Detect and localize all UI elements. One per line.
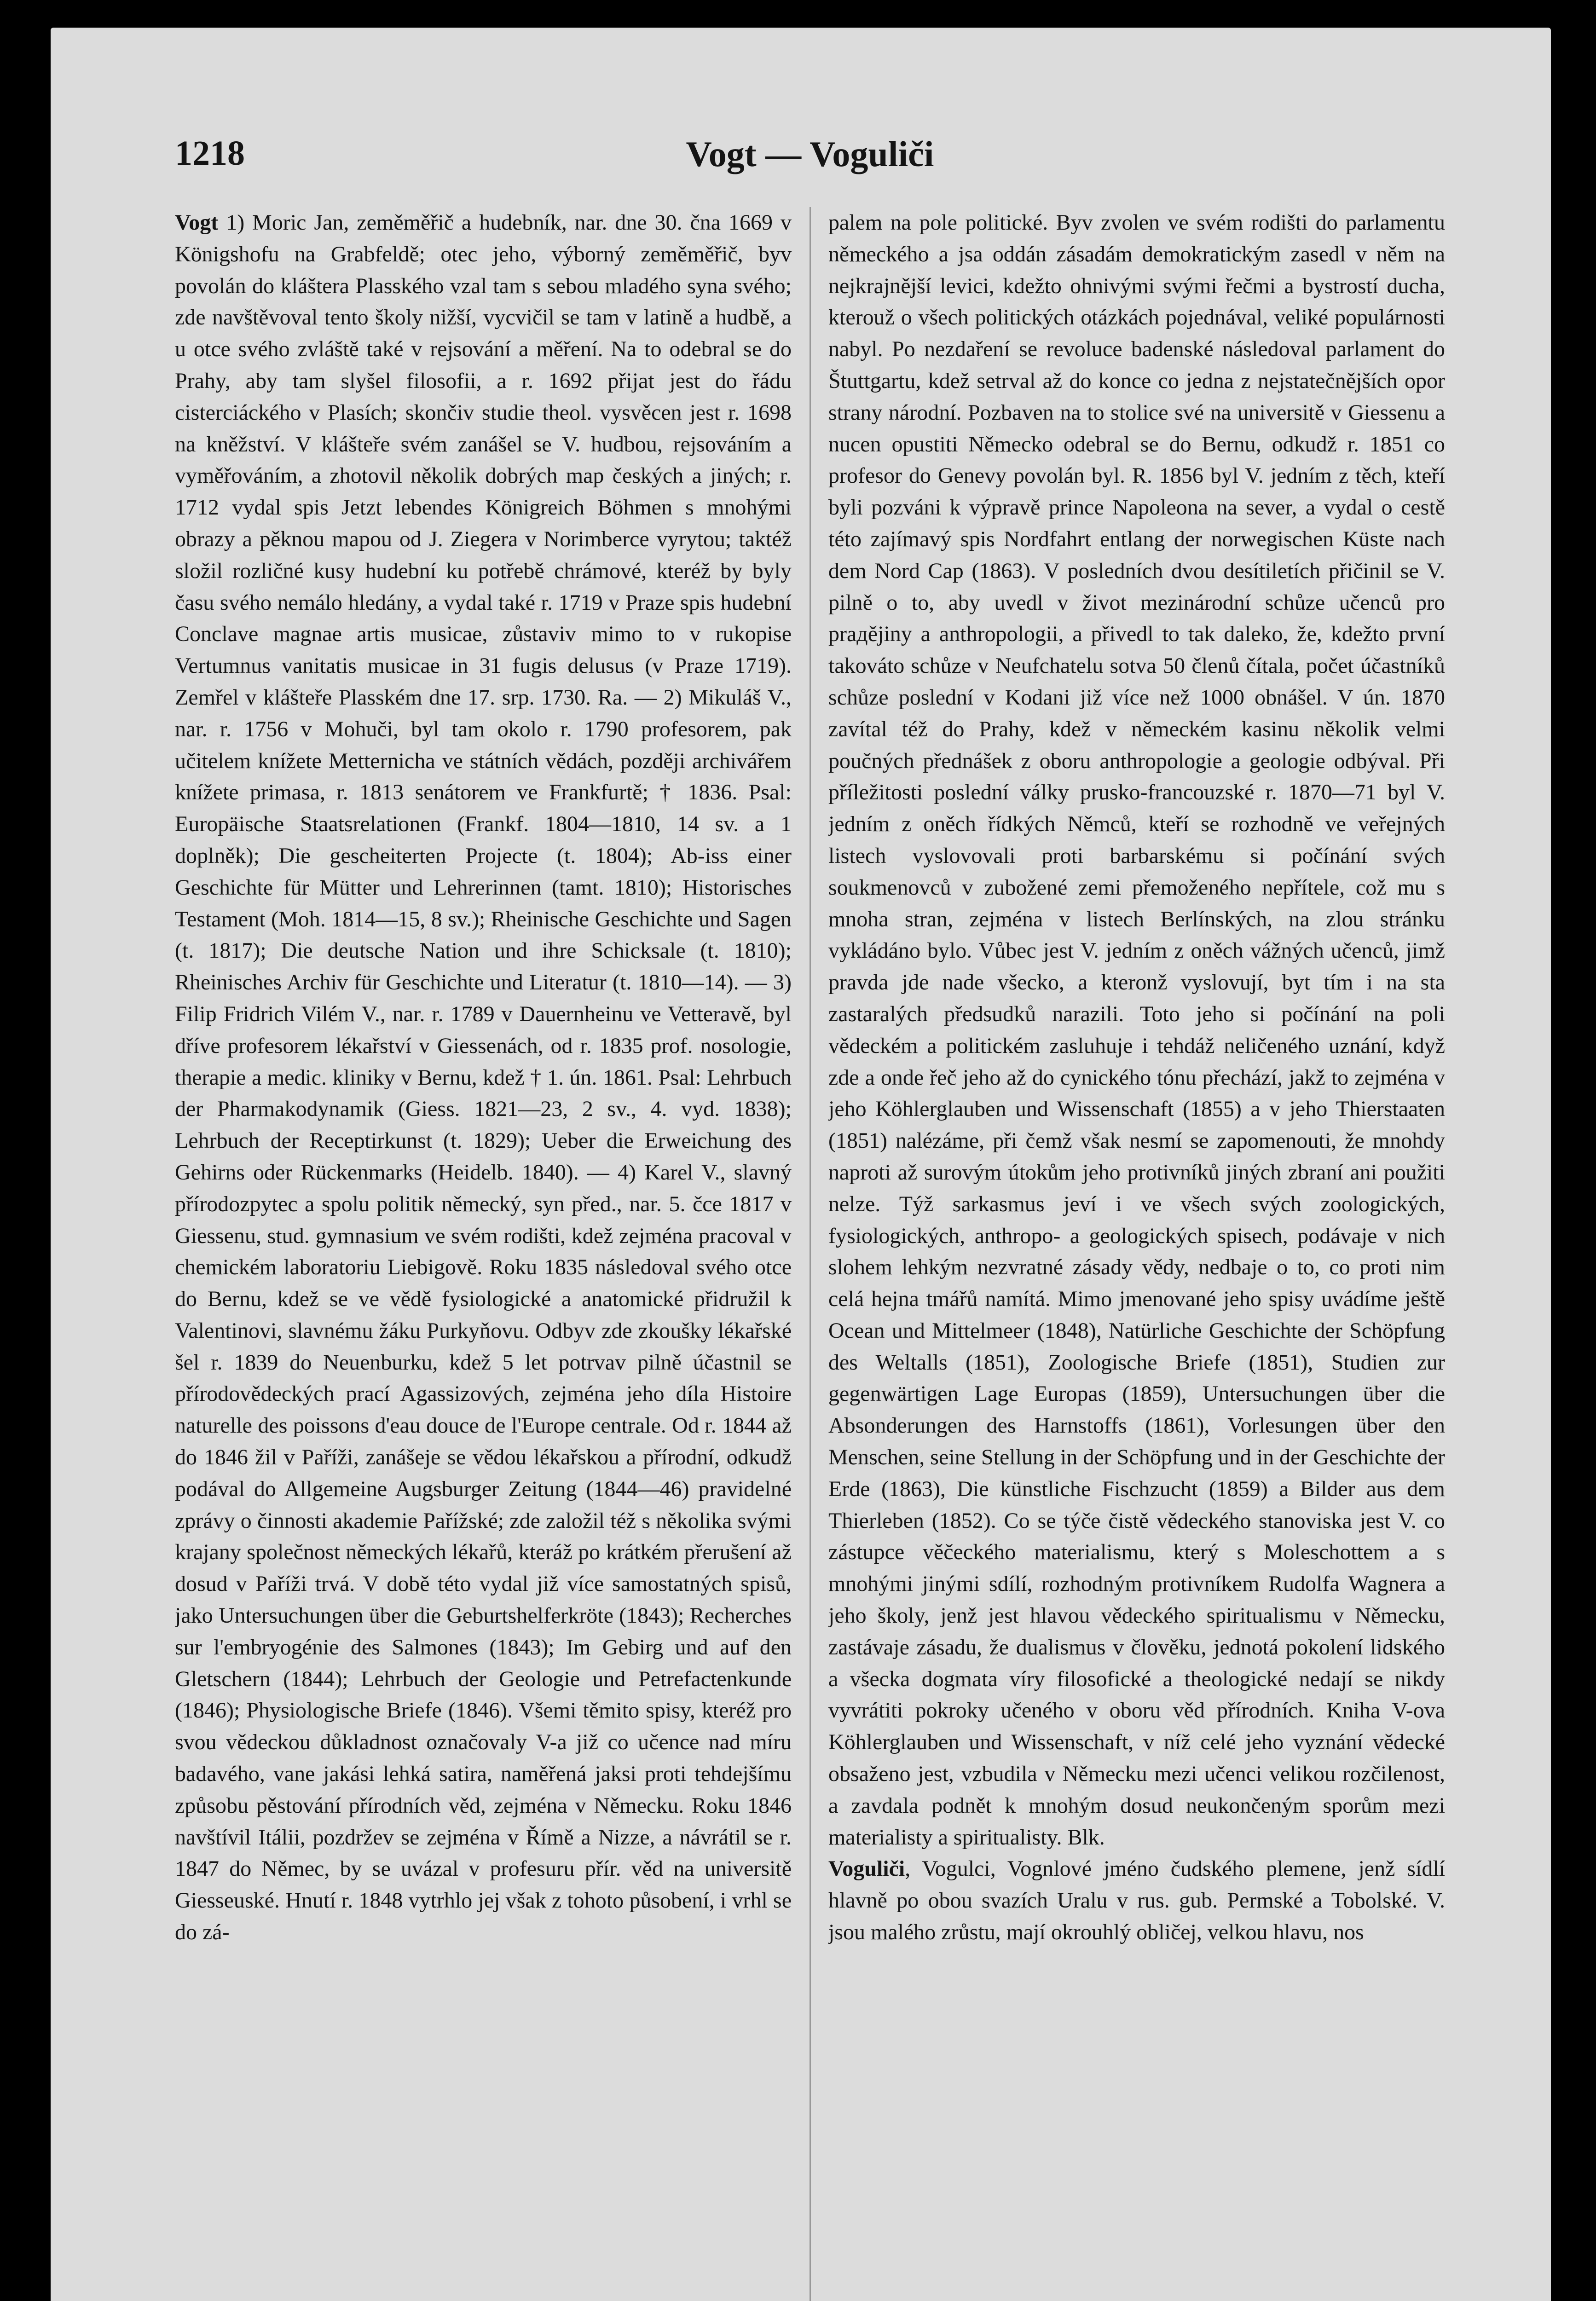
right-column xyxy=(828,207,1445,2301)
entry-vogt xyxy=(175,207,792,1948)
entry-vogt-continued: palem na pole politické. Byv zvolen ve svém rodišti do parlamentu německého a jsa oddán zásadám demokratickým zasedl v něm na nejkrajnější levici, kdežto ohnivými svými řečmi a bystrostí ducha, kterouž o všech politických otázkách pojednával, veliké populárnosti nabyl. Po nezdaření se revoluce badenské následoval parlament do Štuttgartu, kdež setrval až do konce co jedna z nejstatečnějších opor strany národní. Pozbaven na to stolice své na universitě v Giessenu a nucen opustiti Německo odebral se do Bernu, odkudž r. 1851 co profesor do Genevy povolán byl. R. 1856 byl V. jedním z těch, kteří byli pozváni k výpravě prince Napoleona na sever, a vydal o cestě této zajímavý spis Nordfahrt entlang der norwegischen Küste nach dem Nord Cap (1863). V posledních dvou desítiletích přičinil se V. pilně o to, aby uvedl v život mezinárodní schůze učenců pro prадějiny a anthropologii, a přivedl to tak daleko, že, kdežto první takováto schůze v Neufchatelu sotva 50 členů čítala, počet účastníků schůze poslední v Kodani již více než 1000 obnášel. V ún. 1870 zavítal též do Prahy, kdež v německém kasinu několik velmi poučných přednášek z oboru anthropologie a geologie odbýval. Při příležitosti poslední války prusko-francouzské r. 1870—71 byl V. jedním z oněch řídkých Němců, kteří se rozhodně ve veřejných listech vyslovovali proti barbarskému si počínání svých soukmenovců v zubožené zemi přemoženého nepřítele, což mu s mnoha stran, zejména v listech Berlínských, na zlou stránku vykládáno bylo. Vůbec jest V. jedním z oněch vážných učenců, jimž pravda jde nade všecko, a kteronž vyslovují, byt tím i na sta zastaralých předsudků narazili. Toto jeho si počínání na poli vědeckém a politickém zasluhuje i tehdáž neličeného uznání, když zde a onde řeč jeho až do cynického tónu přechází, jakž to zejména v jeho Köhlerglauben und Wissenschaft (1855) a v jeho Thierstaaten (1851) nalézáme, při čemž však nesmí se zapomenouti, že mnohdy naproti až surovým útokům jeho protivníků jiných zbraní ani použiti nelze. Týž sarkasmus jeví i ve všech svých zoologických, fysiologických, anthropo- a geologických spisech, podávaje v nich slohem lehkým nezvratné zásady vědy, nedbaje o to, co proti nim celá hejna tmářů namítá. Mimo jmenované jeho spisy uvádíme ještě Ocean und Mittelmeer (1848), Natürliche Geschichte der Schöpfung des Weltalls (1851), Zoologische Briefe (1851), Studien zur gegenwärtigen Lage Europas (1859), Untersuchungen über die Absonderungen des Harnstoffs (1861), Vorlesungen über den Menschen, seine Stellung in der Schöpfung und in der Geschichte der Erde (1863), Die künstliche Fischzucht (1859) a Bilder aus dem Thierleben (1852). Co se týče čistě vědeckého stanoviska jest V. co zástupce věčeckého materialismu, který s Moleschottem a s mnohými jinými sdílí, rozhodným protivníkem Rudolfa Wagnera a jeho školy, jenž jest hlavou vědeckého spiritualismu v Německu, zastávaje zásadu, že dualismus v člověku, jednotá pokolení lidského a všecka dogmata víry filosofické a theologické nedají se nikdy vyvrátiti pokroky učeného v oboru věd přírodních. Kniha V-ova Köhlerglauben und Wissenschaft, v níž celé jeho vyznání vědecké obsaženo jest, vzbudila v Německu mezi učenci velikou rozčilenost, a zavdala podnět k mnohým dosud neukončeným sporům mezi materialisty a spiritualisty. Blk. xyxy=(828,210,1445,1850)
headword-vogt: Vogt xyxy=(175,210,219,235)
text-columns xyxy=(175,207,1445,2301)
entry-vogulici-body: , Vogulci, Vognlové jméno čudského plemene, jenž sídlí hlavně po obou svazích Uralu v rus. gub. Permské a Tobolské. V. jsou malého zrůstu, mají okrouhlý obličej, velkou hlavu, nos xyxy=(828,1856,1445,1945)
headword-vogulici: Voguliči xyxy=(828,1856,905,1881)
column-divider xyxy=(810,207,811,2301)
entry-vogt-body: 1) Moric Jan, zeměměřič a hudebník, nar. dne 30. čna 1669 v Königshofu na Grabfeldě; otec jeho, výborný zeměměřič, byv povolán do kláštera Plasského vzal tam s sebou mladého syna svého; zde navštěvoval tento školy nižší, vycvičil se tam v latině a hudbě, a u otce svého zvláště také v rejsování a měření. Na to odebral se do Prahy, aby tam slyšel filosofii, a r. 1692 přijat jest do řádu cisterciáckého v Plasích; skončiv studie theol. vysvěcen jest r. 1698 na kněžství. V klášteře svém zanášel se V. hudbou, rejsováním a vyměřováním, a zhotovil několik dobrých map českých a jiných; r. 1712 vydal spis Jetzt lebendes Königreich Böhmen s mnohými obrazy a pěknou mapou od J. Ziegera v Norimberce vyrytou; taktéž složil rozličné kusy hudební ku potřebě chrámové, kteréž by byly času svého nemálo hledány, a vydal také r. 1719 v Praze spis hudební Conclave magnae artis musicae, zůstaviv mimo to v rukopise Vertumnus vanitatis musicae in 31 fugis delusus (v Praze 1719). Zemřel v klášteře Plasském dne 17. srp. 1730. Ra. — 2) Mikuláš V., nar. r. 1756 v Mohuči, byl tam okolo r. 1790 profesorem, pak učitelem knížete Metternicha ve státních vědách, později archivářem knížete primasa, r. 1813 senátorem ve Frankfurtě; † 1836. Psal: Europäische Staatsrelationen (Frankf. 1804—1810, 14 sv. a 1 doplněk); Die gescheiterten Projecte (t. 1804); Ab-iss einer Geschichte für Mütter und Lehrerinnen (tamt. 1810); Historisches Testament (Moh. 1814—15, 8 sv.); Rheinische Geschichte und Sagen (t. 1817); Die deutsche Nation und ihre Schicksale (t. 1810); Rheinisches Archiv für Geschichte und Literatur (t. 1810—14). — 3) Filip Fridrich Vilém V., nar. r. 1789 v Dauernheinu ve Vetteravě, byl dříve profesorem lékařství v Giessenách, od r. 1835 prof. nosologie, therapie a medic. kliniky v Bernu, kdež † 1. ún. 1861. Psal: Lehrbuch der Pharmakodynamik (Giess. 1821—23, 2 sv., 4. vyd. 1838); Lehrbuch der Receptirkunst (t. 1829); Ueber die Erweichung des Gehirns oder Rückenmarks (Heidelb. 1840). — 4) Karel V., slavný přírodozpytec a spolu politik německý, syn před., nar. 5. čce 1817 v Giessenu, stud. gymnasium ve svém rodišti, kdež zejména pracoval v chemickém laboratoriu Liebigově. Roku 1835 následoval svého otce do Bernu, kdež se ve vědě fysiologické a anatomické přidružil k Valentinovi, slavnému žáku Purkyňovu. Odbyv zde zkoušky lékařské šel r. 1839 do Neuenburku, kdež 5 let potrvav pilně účastnil se přírodovědeckých prací Agassizových, zejména jeho díla Histoire naturelle des poissons d'eau douce de l'Europe centrale. Od r. 1844 až do 1846 žil v Paříži, zanášeje se vědou lékařskou a přírodní, odkudž podával do Allgemeine Augsburger Zeitung (1844—46) pravidelné zprávy o činnosti akademie Pařížské; zde založil též s několika svými krajany společnost německých lékařů, kteráž po krátkém přerušení až dosud v Paříži trvá. V době této vydal již více samostatných spisů, jako Untersuchungen über die Geburtshelferkröte (1843); Recherches sur l'embryogénie des Salmones (1843); Im Gebirg und auf den Gletschern (1844); Lehrbuch der Geologie und Petrefactenkunde (1846); Physiologische Briefe (1846). Všemi těmito spisy, kteréž pro svou vědeckou důkladnost označovaly V-a již co učence nad míru badavého, vane jakási lehká satira, naměřená jaksi proti tehdejšímu způsobu pěstování přírodních věd, zejména v Německu. Roku 1846 navštívil Itálii, pozdržev se zejména v Římě a Nizze, a návrátil se r. 1847 do Němec, by se uvázal v profesuru přír. věd na universitě Giesseuské. Hnutí r. 1848 vytrhlo jej však z tohoto působení, i vrhl se do zá- xyxy=(175,210,792,1945)
page-header xyxy=(175,133,1445,198)
page-number: 1218 xyxy=(175,134,245,173)
left-column xyxy=(175,207,792,2301)
entry-vogulici xyxy=(828,1853,1445,1948)
dictionary-page xyxy=(51,28,1551,2301)
running-head: Vogt — Voguliči xyxy=(686,134,934,174)
